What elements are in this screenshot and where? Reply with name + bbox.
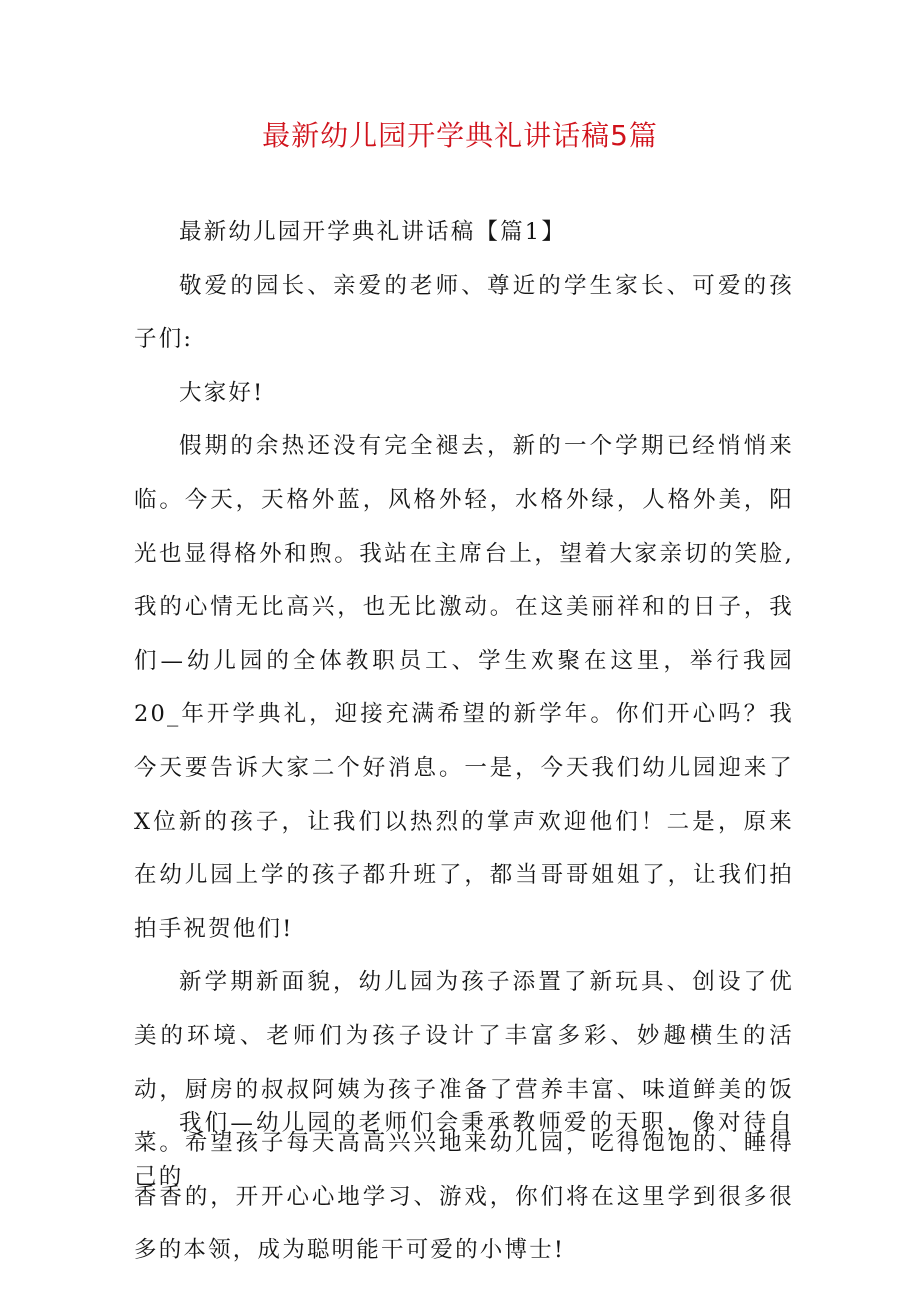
salutation: 敬爱的园长、亲爱的老师、尊近的学生家长、可爱的孩子们: [134, 272, 794, 353]
section-heading: 最新幼儿园开学典礼讲话稿【篇1】 [179, 219, 567, 245]
paragraph: 假期的余热还没有完全褪去，新的一个学期已经悄悄来临。今天，天格外蓝，风格外轻，水格外绿，人格外美，阳光也显得格外和煦。我站在主席台上，望着大家亲切的笑脸,我的心情无比高兴，也无比激动。在这美丽祥和的日子，我们—幼儿园的全体教职员工、学生欢聚在这里，举行我园20_年开学典礼，迎接充满希望的新学年。你们开心吗？我今天要告诉大家二个好消息。一是，今天我们幼儿园迎来了X位新的孩子，让我们以热烈的掌声欢迎他们！二是，原来在幼儿园上学的孩子都升班了，都当哥哥姐姐了，让我们拍拍手祝贺他们! [134, 433, 794, 942]
greeting: 大家好! [179, 379, 265, 406]
paragraph: 新学期新面貌，幼儿园为孩子添置了新玩具、创设了优美的环境、老师们为孩子设计了丰富多彩、妙趣横生的活动，厨房的叔叔阿姨为孩子准备了营养丰富、味道鲜美的饭菜。希望孩子每天高高兴兴地来幼儿园，吃得饱饱的、睡得香香的，开开心心地学习、游戏，你们将在这里学到很多很多的本领，成为聪明能干可爱的小博士! [134, 969, 794, 1264]
document-body-continued [134, 1097, 794, 1204]
document-title: 最新幼儿园开学典礼讲话稿5篇 [262, 119, 658, 152]
paragraph: 我们—幼儿园的老师们会秉承教师爱的天职，像对待自己的 [134, 1110, 794, 1190]
